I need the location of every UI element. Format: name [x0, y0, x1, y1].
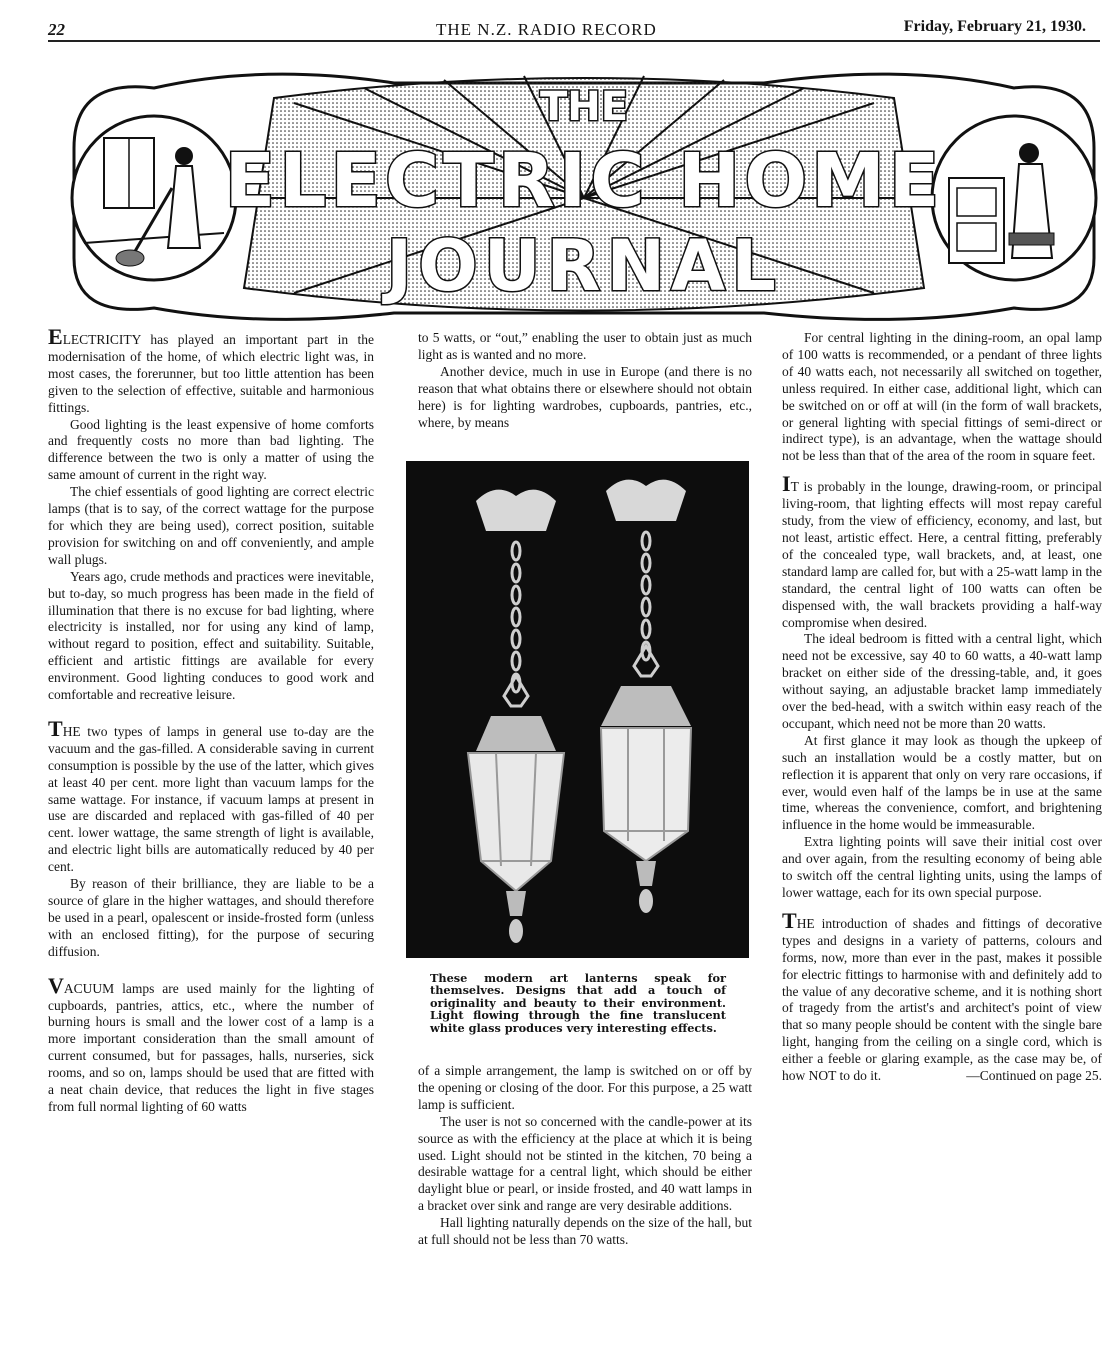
paragraph: HE introduction of shades and fittings of decorative types and designs in a variety of patterns, colours and forms, now, more than ever in the past, makes it possible for electric fittings to harmonise with and definitely add to the value of any decorative scheme, and it is nothing short of tragedy from the artist's and architect's point of view that so many people should be content with the single bare light, hanging from the ceiling on a single cord, which is either a feeble or glaring example, as the case may be, of how NOT to do it. [782, 915, 1102, 1084]
banner-title-line3: JOURNAL [386, 225, 782, 307]
drop-cap: V [48, 972, 64, 998]
drop-cap: E [48, 324, 63, 349]
paragraph: At first glance it may look as though the upkeep of such an installation would be a costly matter, but on reflection it is apparent that only on very rare occasions, if ever, would even half of the lamps be in use at the same time, whereas the convenience, comfort, and brightening influence in the home would be immeasurable. [782, 732, 1102, 833]
paragraph: Extra lighting points will save their initial cost over and over again, from the resulting economy of being able to switch off the central lighting units, using the lamps of lower wattage, each for its own special purpose. [782, 834, 1102, 900]
paragraph: T is probably in the lounge, drawing-room, or principal living-room, that lighting effects will most repay careful study, from the view of efficiency, economy, and last, but not least, artistic effect. Here, a central fitting, preferably of the concealed type, wall brackets, and, at least, one standard lamp are called for, but with a 25-watt lamp in the standard, the central light of 100 watts can often be dispensed with, the wall brackets providing a half-way compromise when desired. [782, 479, 1102, 630]
paragraph: to 5 watts, or “out,” enabling the user to obtain just as much light as is wanted and no more. [418, 330, 752, 362]
drop-cap: I [782, 471, 791, 497]
paragraph: ACUUM lamps are used mainly for the lighting of cupboards, pantries, attics, etc., where the number of burning hours is small and the lower cost of a lamp is a more important consideration than the small amount of current consumed, but for passages, halls, nurseries, sick rooms, and so on, lamps should be used that are fitted with a neat chain device, that reduces the light in five stages from full normal lighting of 60 watts [48, 980, 374, 1114]
article-column-1 [48, 324, 374, 1116]
paragraph: For central lighting in the dining-room, an opal lamp of 100 watts is recommended, or a pendant of three lights of 40 watts each, not necessarily all switched on together, unless required. In either case, additional light, which can be switched on or off at will (in the form of wall brackets, or general lighting with special fittings of semi-direct or indirect type), is an advantage, when the wattage should not be less than that of the area of the room in square feet. [782, 330, 1102, 464]
masthead-banner [64, 58, 1104, 328]
paragraph: LECTRICITY has played an important part in the modernisation of the home, of which electric light was, in most cases, the forerunner, but too little attention has been given to the selection of effective, suitable and harmonious fittings. [48, 332, 374, 415]
banner-title-line1: THE [539, 84, 629, 130]
paragraph: HE two types of lamps in general use to-day are the vacuum and the gas-filled. A considerable saving in current consumption is possible by the use of the latter, which gives at least 40 per cent. more light than vacuum lamps for the same wattage. For instance, if vacuum lamps at present in use are discarded and replaced with gas-filled of 40 per cent. lower wattage, the same strength of light is available, and electric light bills are automatically reduced by 40 per cent. [48, 723, 374, 875]
kitchen-vignette [932, 116, 1096, 280]
paragraph: The user is not so concerned with the candle-power at its source as with the efficiency at the place at which it is being used. Light should not be stinted in the kitchen, 70 being a desirable wattage for a central light, which should be either daylight blue or pearl, or inside frosted, and 40 watt lamps in a bracket over sink and range are very desirable additions. [418, 1113, 752, 1214]
drop-cap: T [782, 907, 797, 933]
paragraph: The chief essentials of good lighting are correct electric lamps (that is to say, of the correct wattage for the purpose for which they are being used), correct position, suitable provision for switching on and off conveniently, and ample wall plugs. [48, 484, 374, 567]
article-column-2-bottom [418, 1063, 752, 1249]
issue-date: Friday, February 21, 1930. [903, 18, 1086, 35]
lanterns-photo [406, 461, 749, 958]
vacuum-vignette [72, 116, 236, 280]
publication-title: THE N.Z. RADIO RECORD [436, 20, 657, 39]
banner-title-line2: ELECTRIC HOME [224, 138, 944, 224]
photo-caption: These modern art lanterns speak for themselves. Designs that add a touch of originality and beauty to their environment. Light flowing through the fine translucent white glass produces very interesting effects. [430, 971, 726, 1035]
paragraph: By reason of their brilliance, they are liable to be a source of glare in the higher wattages, and should therefore be used in a pearl, opalescent or inside-frosted form (unless with an enclosed fitting), for the purpose of securing diffusion. [48, 876, 374, 959]
paragraph: Years ago, crude methods and practices were inevitable, but to-day, so much progress has been made in the field of illumination that there is no excuse for bad lighting, where electricity is installed, nor for using any kind of lamp, without regard to position, effect and suitability. Suitable, efficient and artistic fittings are available for every environment. Good lighting conduces to good work and comfortable and recreative leisure. [48, 568, 374, 703]
paragraph: Another device, much in use in Europe (and there is no reason that what obtains there or elsewhere should not obtain here) is for lighting wardrobes, cupboards, pantries, etc., where, by means [418, 363, 752, 430]
paragraph: The ideal bedroom is fitted with a central light, which need not be excessive, say 40 to 60 watts, a 40-watt lamp bracket on either side of the dressing-table, and, it goes without saying, an adjustable bracket lamp immediately over the bed-head, with a switch within easy reach of the occupant, which need not be more than 20 watts. [782, 631, 1102, 731]
article-column-3 [782, 330, 1102, 1085]
continued-note: —Continued on page 25. [966, 1068, 1102, 1084]
header-rule [48, 40, 1100, 42]
drop-cap: T [48, 715, 63, 741]
paragraph: Good lighting is the least expensive of home comforts and frequently costs no more than bad lighting. The difference between the two is only a matter of using the same amount of current in the right way. [48, 416, 374, 483]
paragraph: Hall lighting naturally depends on the size of the hall, but at full should not be less than 70 watts. [418, 1215, 752, 1248]
paragraph: of a simple arrangement, the lamp is switched on or off by the opening or closing of the door. For this purpose, a 25 watt lamp is sufficient. [418, 1063, 752, 1112]
article-column-2-top [418, 330, 752, 431]
page-number: 22 [48, 20, 65, 39]
